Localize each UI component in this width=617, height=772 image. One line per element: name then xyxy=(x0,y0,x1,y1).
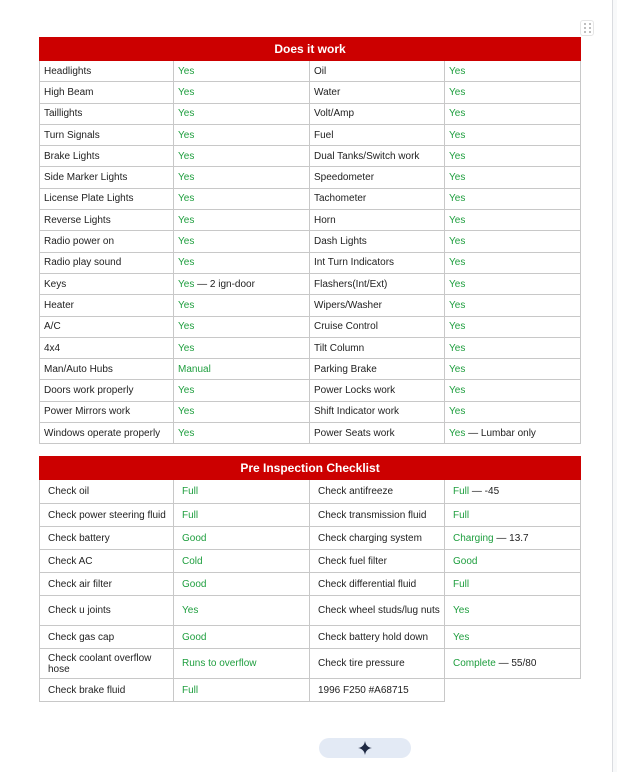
status-value: Yes xyxy=(178,65,195,77)
item-label xyxy=(310,124,445,145)
item-status xyxy=(445,649,581,679)
item-label-text: Reverse Lights xyxy=(44,214,111,226)
item-label-text: Check u joints xyxy=(48,605,111,616)
item-status xyxy=(445,380,581,401)
item-label xyxy=(310,480,445,504)
status-value: Yes xyxy=(178,172,195,184)
item-label-text: Heater xyxy=(44,299,75,311)
item-status xyxy=(445,573,581,596)
status-value: Yes xyxy=(449,257,466,269)
status-value: Yes xyxy=(178,150,195,162)
item-label xyxy=(40,649,174,679)
status-value: Yes xyxy=(449,363,466,375)
item-status xyxy=(445,295,581,316)
status-value: Yes xyxy=(449,299,466,311)
item-status xyxy=(174,316,310,337)
item-status xyxy=(174,359,310,380)
item-label xyxy=(310,573,445,596)
item-label-text: Parking Brake xyxy=(314,363,377,375)
item-label-text: Cruise Control xyxy=(314,321,378,333)
status-value: Good xyxy=(182,532,207,544)
table-row xyxy=(40,188,581,209)
item-label-text: Taillights xyxy=(44,108,83,120)
status-value: Full xyxy=(182,684,199,696)
status-value: Cold xyxy=(182,555,203,567)
item-label-text: Power Mirrors work xyxy=(44,406,131,418)
item-label xyxy=(40,231,174,252)
status-value: Yes xyxy=(449,172,466,184)
item-status xyxy=(445,61,581,82)
item-label xyxy=(310,401,445,422)
table-row xyxy=(40,295,581,316)
item-label xyxy=(310,295,445,316)
status-note: — Lumbar only xyxy=(465,427,536,439)
status-value: Yes xyxy=(449,129,466,141)
item-status xyxy=(174,146,310,167)
item-label xyxy=(310,231,445,252)
table-row xyxy=(40,231,581,252)
item-status xyxy=(174,423,310,444)
item-label-text: Check gas cap xyxy=(48,631,115,643)
item-label-text: Fuel xyxy=(314,129,334,141)
item-label xyxy=(310,596,445,626)
item-label-text: Turn Signals xyxy=(44,129,100,141)
status-value: Yes xyxy=(453,631,470,643)
item-label xyxy=(310,550,445,573)
status-value: Good xyxy=(182,578,207,590)
item-label xyxy=(40,273,174,294)
item-label-text: Speedometer xyxy=(314,172,375,184)
item-label xyxy=(40,626,174,649)
item-status xyxy=(445,103,581,124)
item-label xyxy=(310,380,445,401)
item-label-text: Wipers/Washer xyxy=(314,299,382,311)
table-row xyxy=(40,573,581,596)
item-label xyxy=(310,252,445,273)
item-status xyxy=(174,231,310,252)
table-row xyxy=(40,679,581,702)
item-label xyxy=(310,527,445,550)
item-label xyxy=(40,316,174,337)
item-label-text: Doors work properly xyxy=(44,385,134,397)
sparkle-icon xyxy=(358,741,372,755)
table-row xyxy=(40,316,581,337)
status-value: Yes xyxy=(178,427,195,439)
item-status xyxy=(174,124,310,145)
status-value: Yes xyxy=(449,321,466,333)
item-label-text: Shift Indicator work xyxy=(314,406,400,418)
item-label-text: Check AC xyxy=(48,555,93,567)
status-note: — 13.7 xyxy=(493,532,529,544)
item-label-text: Check air filter xyxy=(48,578,112,590)
status-value: Yes xyxy=(178,214,195,226)
status-value: Yes xyxy=(449,193,466,205)
status-value: Yes xyxy=(178,278,195,290)
item-label-text: Check charging system xyxy=(318,532,422,544)
item-status xyxy=(174,527,310,550)
item-label xyxy=(310,210,445,231)
table-row xyxy=(40,210,581,231)
pre-inspection-table xyxy=(39,456,581,702)
gemini-button[interactable] xyxy=(319,738,411,758)
table-row xyxy=(40,82,581,103)
status-value: Runs to overflow xyxy=(182,658,257,669)
item-label xyxy=(310,316,445,337)
item-label-text: Tilt Column xyxy=(314,342,365,354)
status-value: Yes xyxy=(178,257,195,269)
item-label xyxy=(40,210,174,231)
status-value: Full xyxy=(453,578,470,590)
status-value: Yes xyxy=(178,86,195,98)
item-status xyxy=(174,103,310,124)
item-status xyxy=(445,188,581,209)
status-value: Manual xyxy=(178,363,211,375)
table-row xyxy=(40,423,581,444)
item-label-text: Check transmission fluid xyxy=(318,509,427,521)
table-title: Pre Inspection Checklist xyxy=(40,457,581,480)
drag-handle-icon[interactable] xyxy=(580,20,594,36)
item-label-text: Check coolant overflow hose xyxy=(48,652,152,675)
status-value: Yes xyxy=(449,214,466,226)
item-label xyxy=(40,504,174,527)
status-value: Yes xyxy=(178,342,195,354)
status-value: Yes xyxy=(178,129,195,141)
table-row xyxy=(40,504,581,527)
item-status xyxy=(445,316,581,337)
item-label xyxy=(40,337,174,358)
item-label-text: Man/Auto Hubs xyxy=(44,363,113,375)
item-label-text: Check oil xyxy=(48,486,90,497)
item-label xyxy=(310,273,445,294)
item-label-text: Flashers(Int/Ext) xyxy=(314,278,388,290)
item-label xyxy=(40,188,174,209)
item-status xyxy=(445,401,581,422)
item-label xyxy=(40,596,174,626)
item-label-text: Brake Lights xyxy=(44,150,100,162)
item-label xyxy=(40,423,174,444)
item-status xyxy=(174,82,310,103)
item-label xyxy=(40,679,174,702)
status-note: — 55/80 xyxy=(495,658,537,669)
status-value: Good xyxy=(182,631,207,643)
item-status xyxy=(174,295,310,316)
status-value: Good xyxy=(453,555,478,567)
status-value: Full xyxy=(453,486,470,497)
item-status xyxy=(445,167,581,188)
item-status xyxy=(445,527,581,550)
item-label-text: Power Locks work xyxy=(314,385,396,397)
item-status xyxy=(174,167,310,188)
item-label-text: Int Turn Indicators xyxy=(314,257,395,269)
table-row xyxy=(40,380,581,401)
status-value: Yes xyxy=(449,406,466,418)
status-value: Yes xyxy=(449,108,466,120)
status-value: Yes xyxy=(178,193,195,205)
status-value: Full xyxy=(182,486,199,497)
item-label xyxy=(40,380,174,401)
status-value: Yes xyxy=(453,605,470,616)
item-label xyxy=(310,188,445,209)
status-value: Yes xyxy=(449,65,466,77)
item-status xyxy=(445,423,581,444)
item-label xyxy=(310,504,445,527)
item-label xyxy=(40,252,174,273)
table-row xyxy=(40,550,581,573)
item-label-text: Radio play sound xyxy=(44,257,122,269)
item-label xyxy=(310,61,445,82)
item-label xyxy=(310,337,445,358)
item-status xyxy=(445,273,581,294)
status-value: Complete xyxy=(453,658,496,669)
status-value: Charging xyxy=(453,532,494,544)
item-status xyxy=(174,550,310,573)
status-value: Yes xyxy=(449,427,466,439)
table-row xyxy=(40,527,581,550)
status-value: Full xyxy=(453,509,470,521)
status-value: Yes xyxy=(178,406,195,418)
item-label-text: Check antifreeze xyxy=(318,486,394,497)
item-label xyxy=(40,167,174,188)
table-row xyxy=(40,596,581,626)
table-row xyxy=(40,401,581,422)
item-status xyxy=(445,82,581,103)
item-label-text: Water xyxy=(314,86,341,98)
item-label xyxy=(40,82,174,103)
item-label-text: Check tire pressure xyxy=(318,658,405,669)
item-label xyxy=(40,61,174,82)
status-value: Yes xyxy=(449,385,466,397)
item-label xyxy=(40,146,174,167)
item-label-text: Check battery xyxy=(48,532,110,544)
item-status xyxy=(445,252,581,273)
item-status xyxy=(445,210,581,231)
item-label-text: Radio power on xyxy=(44,236,115,248)
item-label xyxy=(40,573,174,596)
item-label-text: Horn xyxy=(314,214,336,226)
table-row xyxy=(40,359,581,380)
item-status xyxy=(174,649,310,679)
status-note: — 2 ign-door xyxy=(194,278,255,290)
item-status xyxy=(174,61,310,82)
item-label xyxy=(40,295,174,316)
item-status xyxy=(174,480,310,504)
item-label-text: Tachometer xyxy=(314,193,367,205)
item-label xyxy=(40,527,174,550)
table-row xyxy=(40,103,581,124)
does-it-work-table xyxy=(39,37,581,444)
table-row xyxy=(40,273,581,294)
item-label-text: Check power steering fluid xyxy=(48,509,166,521)
item-label xyxy=(40,480,174,504)
item-status xyxy=(445,231,581,252)
item-label-text: Power Seats work xyxy=(314,427,395,439)
item-status xyxy=(445,146,581,167)
item-label-text: Volt/Amp xyxy=(314,108,355,120)
item-label xyxy=(40,124,174,145)
item-label-text: Dash Lights xyxy=(314,236,367,248)
item-status xyxy=(174,210,310,231)
status-value: Yes xyxy=(178,385,195,397)
item-status xyxy=(445,596,581,626)
status-note: — -45 xyxy=(469,486,500,497)
item-label xyxy=(310,679,445,702)
item-status xyxy=(174,252,310,273)
table-title: Does it work xyxy=(40,38,581,61)
item-label-text: Check brake fluid xyxy=(48,684,126,696)
item-status xyxy=(445,504,581,527)
item-status xyxy=(174,380,310,401)
item-label-text: Side Marker Lights xyxy=(44,172,128,184)
item-label xyxy=(310,359,445,380)
item-status xyxy=(174,596,310,626)
item-status xyxy=(445,359,581,380)
table-row xyxy=(40,167,581,188)
item-status xyxy=(174,504,310,527)
table-row xyxy=(40,626,581,649)
item-label-text: 4x4 xyxy=(44,342,61,354)
table-row xyxy=(40,146,581,167)
item-label xyxy=(310,626,445,649)
item-status xyxy=(445,550,581,573)
status-value: Yes xyxy=(449,86,466,98)
status-value: Yes xyxy=(182,605,199,616)
item-label xyxy=(40,401,174,422)
table-row xyxy=(40,61,581,82)
item-label xyxy=(310,82,445,103)
table-row xyxy=(40,337,581,358)
item-label-text: Headlights xyxy=(44,65,92,77)
item-label xyxy=(310,167,445,188)
item-status xyxy=(174,273,310,294)
item-label-text: Check battery hold down xyxy=(318,631,429,643)
status-value: Yes xyxy=(178,299,195,311)
item-label-text: A/C xyxy=(44,321,61,333)
item-label-text: 1996 F250 #A68715 xyxy=(318,684,409,696)
table-row xyxy=(40,649,581,679)
status-value: Yes xyxy=(449,150,466,162)
table-row xyxy=(40,252,581,273)
item-label xyxy=(40,103,174,124)
item-label xyxy=(310,423,445,444)
item-label-text: Check fuel filter xyxy=(318,555,387,567)
item-status xyxy=(445,124,581,145)
item-status xyxy=(445,337,581,358)
item-status xyxy=(445,679,581,702)
item-status xyxy=(445,626,581,649)
status-value: Yes xyxy=(449,236,466,248)
status-value: Yes xyxy=(178,321,195,333)
item-status xyxy=(174,626,310,649)
item-label-text: Check wheel studs/lug nuts xyxy=(318,605,440,616)
item-label xyxy=(40,359,174,380)
item-status xyxy=(174,573,310,596)
item-status xyxy=(445,480,581,504)
status-value: Yes xyxy=(178,108,195,120)
item-label-text: License Plate Lights xyxy=(44,193,134,205)
item-label-text: High Beam xyxy=(44,86,94,98)
item-label-text: Dual Tanks/Switch work xyxy=(314,150,420,162)
item-status xyxy=(174,188,310,209)
item-label xyxy=(310,649,445,679)
item-status xyxy=(174,401,310,422)
table-row xyxy=(40,124,581,145)
table-row xyxy=(40,480,581,504)
item-label xyxy=(310,103,445,124)
item-status xyxy=(174,337,310,358)
status-value: Full xyxy=(182,509,199,521)
item-label-text: Check differential fluid xyxy=(318,578,417,590)
item-label xyxy=(310,146,445,167)
status-value: Yes xyxy=(449,278,466,290)
status-value: Yes xyxy=(178,236,195,248)
status-value: Yes xyxy=(449,342,466,354)
item-status xyxy=(174,679,310,702)
item-label-text: Windows operate properly xyxy=(44,427,161,439)
item-label xyxy=(40,550,174,573)
item-label-text: Keys xyxy=(44,278,67,290)
item-label-text: Oil xyxy=(314,65,327,77)
